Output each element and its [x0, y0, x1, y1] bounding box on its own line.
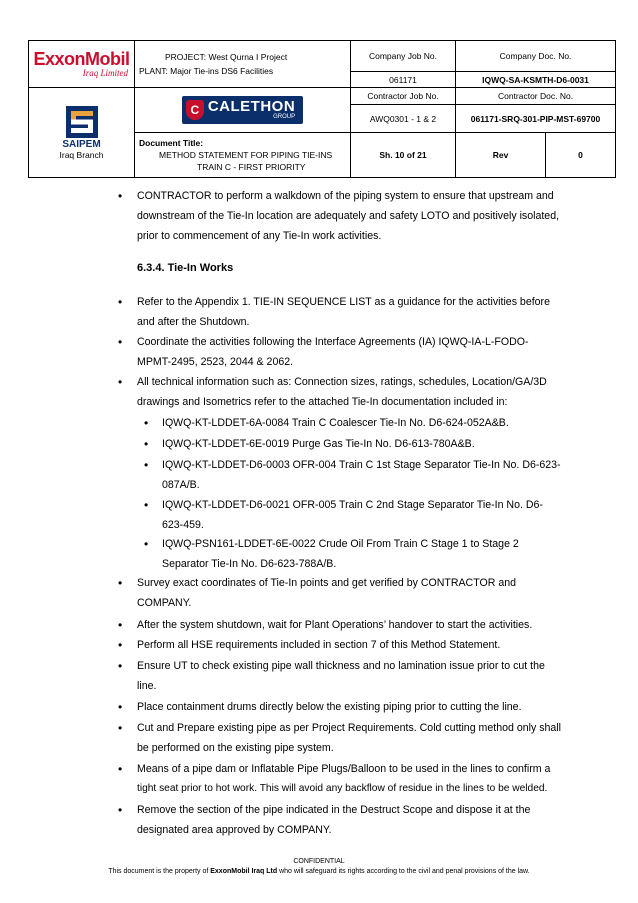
- s3-line-2: 087A/B.: [162, 479, 200, 491]
- b4-line-2: COMPANY.: [137, 597, 192, 609]
- b7-line-2: line.: [137, 680, 157, 692]
- footer-confidential: CONFIDENTIAL: [293, 858, 345, 865]
- b2-line-2: MPMT-2495, 2523, 2044 & 2062.: [137, 356, 294, 368]
- rev-label: Rev: [456, 133, 546, 178]
- bullet-icon: •: [118, 295, 123, 309]
- b11-line-1: Remove the section of the pipe indicated in the Destruct Scope and dispose it at the: [137, 804, 531, 816]
- b7-line-1: Ensure UT to check existing pipe wall thickness and no lamination issue prior to cut the: [137, 660, 545, 672]
- document-header-table: [28, 40, 616, 178]
- bullet-icon: •: [118, 762, 123, 776]
- document-title: [135, 133, 351, 178]
- footer-property-notice: [0, 868, 638, 875]
- b9-line-2: be performed on the existing pipe system.: [137, 742, 334, 754]
- intro-line-3: prior to commencement of any Tie-In work activities.: [137, 230, 382, 242]
- doc-title-label: Document Title:: [139, 138, 204, 148]
- project-info: [135, 41, 351, 88]
- plant-line: PLANT: Major Tie-ins DS6 Facilities: [139, 66, 274, 76]
- rev-value: 0: [546, 133, 616, 178]
- s5-line-1: IQWQ-PSN161-LDDET-6E-0022 Crude Oil From Train C Stage 1 to Stage 2: [162, 538, 519, 550]
- bullet-icon: •: [118, 576, 123, 590]
- footer-prefix: This document is the property of: [108, 868, 211, 875]
- b3-line-1: All technical information such as: Connection sizes, ratings, schedules, Location/GA/3D: [137, 376, 547, 388]
- calethon-logo: C CALETHON GROUP: [135, 88, 351, 133]
- b2-line-1: Coordinate the activities following the Interface Agreements (IA) IQWQ-IA-L-FODO-: [137, 336, 529, 348]
- intro-line-2: downstream of the Tie-In location are adequately and safety LOTO and positively isolated,: [137, 210, 560, 222]
- bullet-icon: •: [118, 638, 123, 652]
- s4-line-2: 623-459.: [162, 519, 204, 531]
- exxonmobil-logo: ExxonMobil Iraq Limited: [29, 41, 135, 88]
- bullet-icon: •: [118, 721, 123, 735]
- bullet-icon: •: [118, 335, 123, 349]
- s2-line: IQWQ-KT-LDDET-6E-0019 Purge Gas Tie-In No. D6-613-780A&B.: [162, 438, 475, 450]
- s3-line-1: IQWQ-KT-LDDET-D6-0003 OFR-004 Train C 1st Stage Separator Tie-In No. D6-623-: [162, 459, 561, 471]
- b1-line-1: Refer to the Appendix 1. TIE-IN SEQUENCE LIST as a guidance for the activities before: [137, 296, 550, 308]
- sub-bullet-icon: •: [144, 537, 149, 551]
- bullet-icon: •: [118, 375, 123, 389]
- contractor-job-label: Contractor Job No.: [351, 88, 456, 105]
- s4-line-1: IQWQ-KT-LDDET-D6-0021 OFR-005 Train C 2nd Stage Separator Tie-In No. D6-: [162, 499, 543, 511]
- footer-company: ExxonMobil Iraq Ltd: [210, 868, 278, 875]
- sub-bullet-icon: •: [144, 458, 149, 472]
- bullet-icon: •: [118, 659, 123, 673]
- b6-line: Perform all HSE requirements included in section 7 of this Method Statement.: [137, 639, 501, 651]
- b3-line-2: drawings and Isometrics refer to the attached Tie-In documentation included in:: [137, 396, 508, 408]
- calethon-shield-icon: C: [186, 100, 204, 120]
- bullet-icon: •: [118, 618, 123, 632]
- sub-bullet-icon: •: [144, 416, 149, 430]
- intro-line-1: CONTRACTOR to perform a walkdown of the piping system to ensure that upstream and: [137, 190, 554, 202]
- bullet-icon: •: [118, 700, 123, 714]
- contractor-doc-value: 061171-SRQ-301-PIP-MST-69700: [456, 105, 616, 133]
- section-title: 6.3.4. Tie-In Works: [137, 262, 234, 274]
- saipem-mark-icon: [65, 105, 99, 139]
- doc-title-line1: METHOD STATEMENT FOR PIPING TIE-INS: [159, 150, 333, 160]
- bullet-icon: •: [118, 803, 123, 817]
- saipem-logo: SAIPEM Iraq Branch: [29, 88, 135, 178]
- sheet-number: Sh. 10 of 21: [351, 133, 456, 178]
- b9-line-1: Cut and Prepare existing pipe as per Project Requirements. Cold cutting method only shall: [137, 722, 561, 734]
- company-doc-label: Company Doc. No.: [456, 41, 616, 72]
- project-line: PROJECT: West Qurna I Project: [165, 52, 288, 62]
- contractor-doc-label: Contractor Doc. No.: [456, 88, 616, 105]
- b1-line-2: and after the Shutdown.: [137, 316, 250, 328]
- s1-line: IQWQ-KT-LDDET-6A-0084 Train C Coalescer Tie-In No. D6-624-052A&B.: [162, 417, 509, 429]
- footer-suffix: who will safeguard its rights according to the civil and penal provisions of the law.: [277, 868, 530, 875]
- b4-line-1: Survey exact coordinates of Tie-In points and get verified by CONTRACTOR and: [137, 577, 517, 589]
- sub-bullet-icon: •: [144, 498, 149, 512]
- b8-line: Place containment drums directly below the existing piping prior to cutting the line.: [137, 701, 522, 713]
- b11-line-2: designated area approved by COMPANY.: [137, 824, 332, 836]
- b10-line-1: Means of a pipe dam or Inflatable Pipe Plugs/Balloon to be used in the lines to confirm a: [137, 763, 551, 775]
- b10-line-2: tight seat prior to hot work. This will avoid any backflow of residue in the lines to be welded.: [137, 783, 548, 794]
- s5-line-2: Separator Tie-In No. D6-623-788A/B.: [162, 558, 337, 570]
- b5-line: After the system shutdown, wait for Plant Operations’ handover to start the activities.: [137, 619, 533, 631]
- company-doc-value: IQWQ-SA-KSMTH-D6-0031: [456, 72, 616, 88]
- contractor-job-value: AWQ0301 - 1 & 2: [351, 105, 456, 133]
- doc-title-line2: TRAIN C - FIRST PRIORITY: [197, 162, 306, 172]
- company-job-label: Company Job No.: [351, 41, 456, 72]
- company-job-value: 061171: [351, 72, 456, 88]
- bullet-icon: •: [118, 189, 123, 203]
- sub-bullet-icon: •: [144, 437, 149, 451]
